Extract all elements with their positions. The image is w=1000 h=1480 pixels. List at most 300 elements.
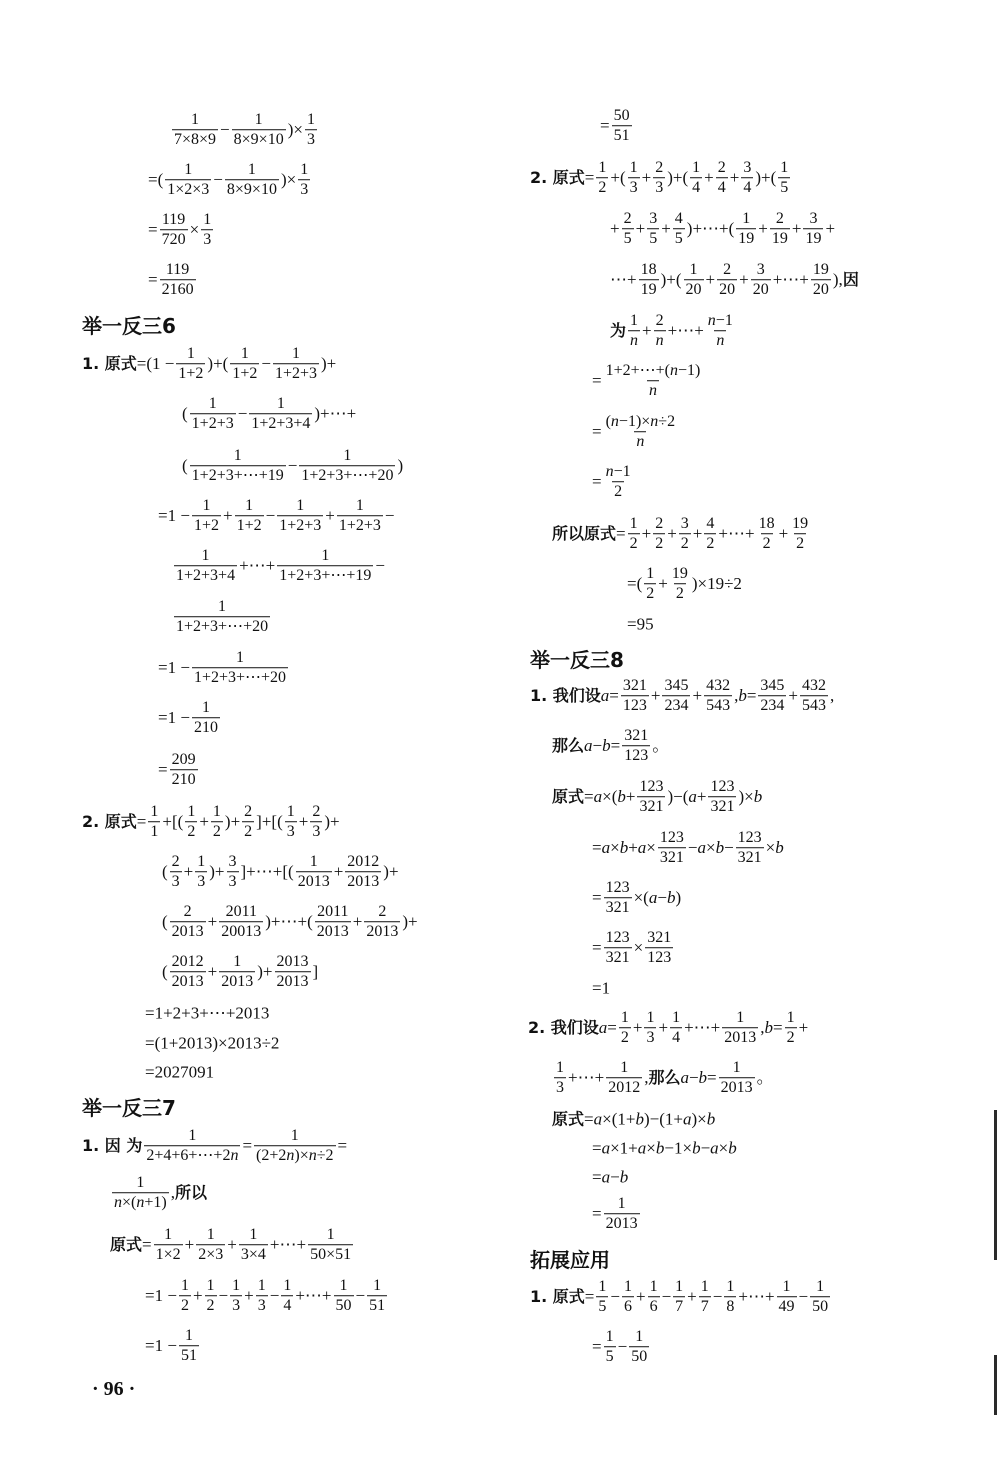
fraction — [673, 1278, 685, 1316]
fraction-denominator: 2013 — [605, 1215, 638, 1233]
fraction-numerator: 321 — [647, 929, 672, 947]
formula-text: )+ — [324, 812, 340, 832]
fraction-numerator: 1 — [816, 1278, 825, 1296]
fraction-denominator: 5 — [598, 1298, 607, 1316]
fraction-numerator: 432 — [706, 677, 731, 695]
fraction — [299, 447, 395, 485]
formula-text: +[( — [162, 812, 184, 832]
formula-text: = — [592, 888, 602, 908]
fraction — [298, 161, 310, 199]
fraction-numerator: 1 — [306, 111, 315, 129]
fraction-numerator: 1 — [247, 161, 256, 179]
formula-text: =1 − — [158, 506, 190, 526]
fraction-numerator: 1 — [373, 1277, 382, 1295]
fraction-numerator: 1 — [605, 1328, 614, 1346]
formula-line — [592, 463, 635, 501]
fraction-numerator: 1 — [188, 1127, 197, 1145]
fraction-numerator: 1 — [291, 345, 300, 363]
fraction-denominator: 2013 — [171, 923, 204, 941]
fraction-denominator: 3 — [257, 1297, 266, 1315]
fraction-numerator: 1 — [197, 853, 206, 871]
fraction-numerator: 2 — [717, 159, 726, 177]
fraction-denominator: 1+2+3 — [274, 365, 318, 383]
fraction — [160, 211, 188, 249]
fraction — [281, 1277, 293, 1315]
fraction-numerator: 1 — [233, 447, 242, 465]
fraction-numerator: 1 — [187, 803, 196, 821]
formula-text: , — [830, 686, 835, 706]
fraction-denominator: 1+2+3 — [191, 415, 234, 433]
fraction — [154, 1226, 183, 1264]
formula-text: +⋯+ — [295, 1286, 332, 1306]
fraction — [628, 515, 640, 553]
fraction-numerator: 1 — [201, 699, 210, 717]
fraction-denominator: 1+2 — [178, 365, 204, 383]
formula-text: , — [644, 1068, 649, 1088]
fraction-numerator: 1 — [240, 345, 249, 363]
fraction-numerator: 345 — [664, 677, 689, 695]
formula-text: + — [778, 524, 789, 544]
formula-text: + — [692, 686, 703, 706]
fraction — [619, 1009, 631, 1047]
formula-text: ⋯+ — [610, 270, 637, 290]
fraction-denominator: 3×4 — [240, 1246, 266, 1264]
formula-text: ×( a − b ) — [633, 888, 682, 908]
formula-text: ( — [162, 912, 168, 932]
fraction — [604, 413, 677, 451]
label-text: 因 — [842, 270, 859, 289]
formula-text: + — [207, 962, 218, 982]
formula-line — [172, 547, 385, 585]
fraction — [622, 727, 650, 765]
fraction-denominator: 51 — [369, 1297, 386, 1315]
fraction — [719, 1059, 755, 1097]
fraction-denominator: 321 — [639, 798, 664, 816]
fraction-numerator: 1 — [249, 1226, 258, 1244]
fraction-denominator: 1+2 — [232, 365, 258, 383]
label-text: 那么 — [648, 1068, 681, 1087]
fraction-denominator: 50 — [631, 1348, 648, 1366]
fraction-numerator: 2 — [183, 903, 192, 921]
fraction — [699, 1278, 711, 1316]
formula-text: + — [692, 524, 703, 544]
fraction — [205, 1277, 217, 1315]
fraction-numerator: 1 — [598, 1278, 607, 1296]
formula-text: = — [600, 116, 610, 136]
fraction — [811, 261, 831, 299]
fraction-denominator: 4 — [692, 179, 701, 197]
formula-line — [552, 1059, 774, 1097]
label-text: 2. 原式 — [530, 168, 585, 187]
formula-line — [627, 616, 654, 633]
formula-text: )+⋯+( — [265, 912, 313, 932]
formula-text: = a ×1+ a × b −1× b − a × b — [592, 1138, 737, 1158]
fraction — [305, 111, 317, 149]
fraction — [296, 853, 332, 891]
formula-text: )+ — [209, 862, 225, 882]
formula-text: + — [222, 506, 233, 526]
fraction-numerator: 3 — [228, 853, 237, 871]
formula-text: + — [658, 1018, 669, 1038]
formula-text: ] — [312, 962, 319, 982]
formula-text: )−( a + — [667, 787, 707, 807]
fraction — [604, 1328, 616, 1366]
formula-text: a − b = — [680, 1068, 717, 1088]
fraction-denominator: 2 — [786, 1029, 795, 1047]
fraction-denominator: 3 — [286, 823, 295, 841]
formula-text: = — [592, 1204, 602, 1224]
formula-text: + — [184, 1235, 195, 1255]
fraction-denominator: 5 — [780, 179, 789, 197]
fraction-numerator: 1 — [326, 1226, 335, 1244]
fraction — [192, 699, 220, 737]
fraction — [277, 497, 323, 535]
fraction — [334, 1277, 354, 1315]
fraction — [337, 497, 383, 535]
formula-text: =( — [627, 574, 643, 594]
formula-text: − — [355, 1286, 366, 1306]
formula-text: + — [788, 686, 799, 706]
fraction — [254, 1127, 336, 1165]
formula-line — [172, 598, 272, 636]
fraction-numerator: 1 — [233, 953, 242, 971]
formula-text: + — [244, 1286, 254, 1306]
formula-text: +⋯+ — [772, 270, 809, 290]
fraction-denominator: 1+2+3 — [279, 517, 322, 535]
fraction — [690, 159, 702, 197]
fraction-numerator: 4 — [674, 210, 683, 228]
fraction — [239, 1226, 268, 1264]
fraction — [670, 1009, 682, 1047]
fraction-numerator: 1 — [184, 1327, 193, 1345]
fraction — [179, 1327, 199, 1365]
fraction-numerator: 1 — [300, 161, 309, 179]
fraction-numerator: (n−1)×n÷2 — [605, 413, 676, 431]
fraction-denominator: n — [716, 332, 725, 350]
formula-line — [592, 980, 610, 997]
fraction-numerator: 321 — [622, 677, 647, 695]
label-text: 1. 原式 — [530, 1287, 585, 1306]
fraction-denominator: 20 — [719, 281, 736, 299]
formula-text: − — [610, 1287, 620, 1307]
fraction — [800, 677, 828, 715]
fraction-numerator: 2 — [312, 803, 321, 821]
fraction — [201, 211, 213, 249]
fraction-numerator: 19 — [792, 515, 809, 533]
formula-text: a = — [600, 686, 619, 706]
fraction-numerator: 1 — [629, 515, 638, 533]
fraction-numerator: 1 — [620, 1009, 629, 1027]
fraction — [160, 261, 196, 299]
formula-text: − — [798, 1287, 809, 1307]
formula-line — [592, 362, 704, 400]
fraction — [285, 803, 297, 841]
fraction-numerator: 2 — [655, 515, 664, 533]
formula-text: − — [287, 456, 298, 476]
fraction-numerator: 1 — [620, 1059, 629, 1077]
fraction-numerator: 2013 — [276, 953, 309, 971]
fraction — [190, 395, 236, 433]
fraction-denominator: 4 — [743, 179, 752, 197]
formula-text: + — [227, 1235, 237, 1255]
formula-text: + — [641, 168, 652, 188]
fraction-denominator: 49 — [778, 1298, 795, 1316]
fraction-numerator: 50 — [613, 107, 630, 125]
fraction-numerator: 123 — [737, 829, 762, 847]
formula-text: =1 − — [145, 1286, 177, 1306]
formula-line — [82, 345, 336, 383]
fraction — [704, 677, 732, 715]
formula-text: − — [218, 1286, 229, 1306]
fraction-denominator: (2+2n)×n÷2 — [256, 1147, 334, 1165]
fraction — [654, 312, 666, 350]
fraction-numerator: 1 — [782, 1278, 791, 1296]
fraction-numerator: 2 — [775, 210, 784, 228]
fraction-denominator: 2×3 — [198, 1246, 224, 1264]
fraction — [230, 345, 259, 383]
formula-line — [110, 1226, 355, 1264]
formula-line — [610, 312, 737, 350]
fraction — [704, 515, 716, 553]
formula-text: = a − b — [592, 1167, 629, 1187]
formula-text: = — [584, 1287, 595, 1307]
formula-text: = — [158, 760, 168, 780]
fraction — [803, 210, 823, 248]
fraction-denominator: 1+2+3+4 — [251, 415, 311, 433]
fraction-denominator: 3 — [312, 823, 321, 841]
formula-text: = — [142, 1235, 152, 1255]
formula-text: = — [148, 270, 158, 290]
fraction — [172, 111, 218, 149]
scan-edge-mark — [994, 1110, 997, 1260]
fraction-denominator: 123 — [624, 747, 649, 765]
fraction-denominator: n — [655, 332, 664, 350]
fraction — [628, 159, 640, 197]
fraction — [310, 803, 322, 841]
fraction — [724, 1278, 736, 1316]
formula-line — [82, 803, 340, 841]
fraction — [648, 1278, 660, 1316]
formula-text: − — [375, 556, 385, 576]
formula-line — [158, 751, 200, 789]
formula-text: + — [798, 1018, 809, 1038]
formula-text: +( — [610, 168, 626, 188]
fraction-denominator: 543 — [802, 697, 827, 715]
fraction-numerator: 1 — [780, 159, 789, 177]
fraction-denominator: 2 — [244, 823, 253, 841]
fraction-numerator: 2 — [655, 159, 664, 177]
formula-line — [592, 1169, 628, 1186]
formula-text: = — [592, 938, 602, 958]
fraction — [785, 1009, 797, 1047]
fraction-denominator: 5 — [605, 1348, 614, 1366]
formula-line — [530, 1278, 832, 1316]
fraction — [170, 751, 198, 789]
fraction — [604, 929, 632, 967]
fraction-numerator: 2 — [723, 261, 732, 279]
formula-line — [162, 953, 318, 991]
formula-line — [610, 261, 859, 299]
fraction — [170, 853, 182, 891]
fraction-numerator: 1 — [649, 1278, 658, 1296]
fraction — [736, 829, 764, 867]
fraction — [345, 853, 381, 891]
fraction-denominator: 2 — [706, 535, 715, 553]
fraction-denominator: n — [636, 433, 645, 451]
formula-text: + — [192, 1286, 203, 1306]
label-text: 1. 原式 — [82, 354, 137, 373]
fraction-numerator: 1 — [675, 1278, 684, 1296]
fraction-numerator: 3 — [743, 159, 752, 177]
formula-text: =2027091 — [145, 1062, 215, 1082]
formula-text: = a ×( b + — [584, 787, 636, 807]
fraction-numerator: 1 — [206, 1277, 215, 1295]
fraction — [273, 345, 319, 383]
fraction-numerator: 1 — [186, 345, 195, 363]
fraction — [235, 497, 264, 535]
formula-text: =(1 − — [136, 354, 175, 374]
formula-text: a = — [598, 1018, 617, 1038]
fraction-numerator: 1 — [208, 395, 217, 413]
formula-text: = — [148, 220, 158, 240]
fraction-denominator: 3 — [203, 231, 212, 249]
formula-line — [148, 211, 215, 249]
fraction-denominator: 3 — [171, 873, 180, 891]
fraction-denominator: 2013 — [171, 973, 204, 991]
formula-text: = — [136, 812, 147, 832]
formula-text: × — [189, 220, 200, 240]
formula-line — [158, 699, 222, 737]
fraction-denominator: 321 — [710, 798, 735, 816]
fraction-numerator: 1+2+⋯+(n−1) — [605, 362, 701, 380]
formula-text: × — [633, 938, 644, 958]
formula-text: =95 — [627, 614, 654, 634]
fraction-numerator: 1 — [692, 159, 701, 177]
formula-text: + — [687, 1287, 697, 1307]
label-text: 原式 — [110, 1235, 143, 1254]
fraction — [165, 161, 211, 199]
fraction-denominator: 321 — [659, 849, 684, 867]
formula-text: + — [333, 862, 344, 882]
fraction — [596, 1278, 608, 1316]
fraction — [112, 1174, 169, 1212]
fraction-denominator: 8×9×10 — [226, 181, 277, 199]
fraction-denominator: 1+2+3+⋯+20 — [301, 467, 394, 485]
fraction — [225, 161, 279, 199]
fraction — [770, 210, 790, 248]
fraction-numerator: 345 — [760, 677, 785, 695]
fraction-denominator: 51 — [180, 1347, 197, 1365]
fraction — [629, 1328, 649, 1366]
formula-line — [528, 1009, 808, 1047]
fraction-denominator: 543 — [706, 697, 731, 715]
fraction — [604, 362, 703, 400]
formula-text: 。 — [652, 736, 670, 756]
formula-text: = — [242, 1136, 253, 1156]
formula-line — [592, 1140, 737, 1157]
formula-line — [82, 1127, 347, 1165]
fraction — [232, 111, 286, 149]
fraction-numerator: n−1 — [707, 312, 733, 330]
fraction-numerator: 19 — [812, 261, 829, 279]
fraction — [227, 853, 239, 891]
fraction — [211, 803, 223, 841]
formula-line — [148, 161, 312, 199]
formula-line — [592, 1195, 642, 1233]
fraction-denominator: 19 — [805, 230, 822, 248]
fraction-numerator: 123 — [659, 829, 684, 847]
formula-text: =1 − — [158, 658, 190, 678]
formula-line — [145, 1064, 214, 1081]
formula-text: )×19÷2 — [691, 574, 742, 594]
fraction-denominator: 3 — [228, 873, 237, 891]
label-text: 2. 我们设 — [528, 1018, 599, 1037]
formula-text: )+ — [257, 962, 273, 982]
fraction — [249, 395, 312, 433]
formula-text: , b = — [760, 1018, 783, 1038]
fraction-denominator: 50×51 — [310, 1246, 352, 1264]
formula-text: = — [337, 1136, 348, 1156]
formula-line — [600, 107, 634, 145]
fraction-denominator: 20 — [812, 281, 829, 299]
fraction-denominator: 321 — [605, 899, 630, 917]
fraction — [148, 803, 160, 841]
fraction — [144, 1127, 240, 1165]
fraction-denominator: 2013 — [366, 923, 399, 941]
formula-line — [170, 111, 319, 149]
fraction-numerator: 1 — [646, 565, 655, 583]
fraction-denominator: 2013 — [720, 1079, 753, 1097]
section-heading: 举一反三8 — [530, 648, 624, 672]
fraction-denominator: 4 — [672, 1029, 681, 1047]
formula-text: − — [617, 1337, 628, 1357]
fraction-numerator: 1 — [203, 211, 212, 229]
fraction — [170, 903, 206, 941]
fraction-denominator: 2013 — [724, 1029, 757, 1047]
fraction — [612, 107, 632, 145]
formula-text: )+( — [660, 270, 682, 290]
fraction-numerator: 123 — [605, 879, 630, 897]
fraction — [645, 929, 673, 967]
fraction-numerator: 4 — [706, 515, 715, 533]
fraction — [170, 953, 206, 991]
fraction — [604, 879, 632, 917]
fraction — [190, 447, 286, 485]
formula-text: − — [213, 170, 223, 190]
fraction — [670, 565, 690, 603]
formula-text: =1 − — [145, 1336, 177, 1356]
fraction-numerator: 1 — [343, 447, 352, 465]
fraction — [195, 853, 207, 891]
fraction-denominator: 3 — [629, 179, 638, 197]
label-text: 为 — [610, 321, 627, 340]
fraction-numerator: 2 — [244, 803, 253, 821]
fraction-numerator: 1 — [290, 1127, 299, 1145]
formula-text: + — [199, 812, 209, 832]
formula-line — [592, 829, 784, 867]
section-heading: 拓展应用 — [530, 1248, 610, 1272]
formula-text: − — [661, 1287, 672, 1307]
fraction-numerator: 123 — [639, 778, 664, 796]
fraction-denominator: 19 — [640, 281, 657, 299]
formula-text: +⋯+ — [239, 556, 276, 576]
fraction — [653, 515, 665, 553]
formula-text: )+ — [383, 862, 399, 882]
formula-text: )× — [280, 170, 297, 190]
fraction-denominator: 2+4+6+⋯+2n — [146, 1147, 239, 1165]
formula-line — [627, 565, 742, 603]
fraction-numerator: 1 — [164, 1226, 173, 1244]
